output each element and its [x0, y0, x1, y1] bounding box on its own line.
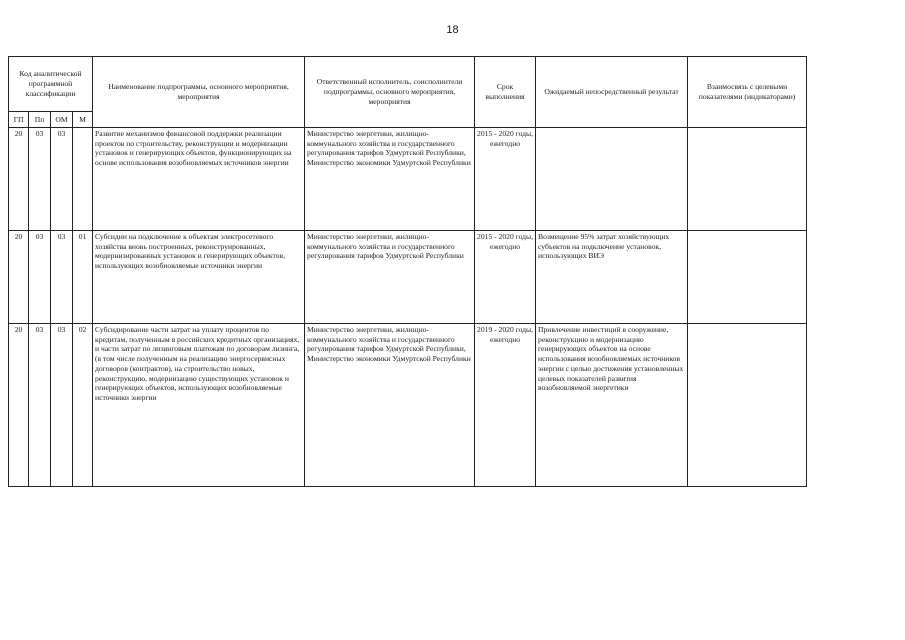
- result-cell: Привлечение инвестиций в сооружение, реконструкцию и модернизацию генерирующих объектов на основе использования возобновляемых источников энергии с целью достижения установленных целевых показателей развития возобновляемой энергетики: [536, 324, 688, 487]
- code-gp-cell: 20: [9, 231, 29, 324]
- responsible-cell: Министерство энергетики, жилищно-коммунального хозяйства и государственного регулирования тарифов Удмуртской Республики: [305, 231, 475, 324]
- header-result: Ожидаемый непосредственный результат: [536, 57, 688, 128]
- code-m-cell: 01: [73, 231, 93, 324]
- code-om-cell: 03: [51, 231, 73, 324]
- table-row: [9, 128, 807, 231]
- result-cell: [536, 128, 688, 231]
- code-gp-cell: 20: [9, 128, 29, 231]
- activity-name-cell: Субсидирование части затрат на уплату процентов по кредитам, полученным в российских кредитных организациях, и части затрат по лизинговым платежам по договорам лизинга, (в том числе полученным на реализацию энергосервисных договоров (контрактов), на строительство новых, реконструкцию, модернизацию существующих установок и генерирующих объектов, использующих возобновляемые источники энергии: [93, 324, 305, 487]
- code-pp-cell: 03: [29, 128, 51, 231]
- table-row: [9, 324, 807, 487]
- indicator-link-cell: [688, 231, 807, 324]
- header-responsible: Ответственный исполнитель, соисполнители подпрограммы, основного мероприятия, мероприятия: [305, 57, 475, 128]
- code-gp-cell: 20: [9, 324, 29, 487]
- code-pp-cell: 03: [29, 231, 51, 324]
- header-link: Взаимосвязь с целевыми показателями (индикаторами): [688, 57, 807, 128]
- header-code-om: ОМ: [51, 112, 73, 128]
- result-cell: Возмещение 95% затрат хозяйствующих субъектов на подключение установок, использующих ВИЭ: [536, 231, 688, 324]
- header-code-gp: ГП: [9, 112, 29, 128]
- code-om-cell: 03: [51, 128, 73, 231]
- header-code-pp: Пп: [29, 112, 51, 128]
- header-term: Срок выполнения: [475, 57, 536, 128]
- responsible-cell: Министерство энергетики, жилищно-коммунального хозяйства и государственного регулирования тарифов Удмуртской Республики, Министерство экономики Удмуртской Республики: [305, 324, 475, 487]
- term-cell: 2019 - 2020 годы, ежегодно: [475, 324, 536, 487]
- term-cell: 2015 - 2020 годы, ежегодно: [475, 128, 536, 231]
- page-number: 18: [446, 24, 459, 36]
- activity-name-cell: Развитие механизмов финансовой поддержки реализации проектов по строительству, реконструкции и модернизации установок и генерирующих объектов, функционирующих на основе использования возобновляемых источников энергии: [93, 128, 305, 231]
- code-om-cell: 03: [51, 324, 73, 487]
- code-m-cell: 02: [73, 324, 93, 487]
- indicator-link-cell: [688, 128, 807, 231]
- term-cell: 2015 - 2020 годы, ежегодно: [475, 231, 536, 324]
- indicator-link-cell: [688, 324, 807, 487]
- code-m-cell: [73, 128, 93, 231]
- table-row: [9, 231, 807, 324]
- header-code-group: Код аналитической программной классификации: [9, 57, 93, 112]
- code-pp-cell: 03: [29, 324, 51, 487]
- header-code-m: М: [73, 112, 93, 128]
- program-activities-table: [8, 56, 807, 487]
- header-name: Наименование подпрограммы, основного мероприятия, мероприятия: [93, 57, 305, 128]
- responsible-cell: Министерство энергетики, жилищно-коммунального хозяйства и государственного регулирования тарифов Удмуртской Республики, Министерство экономики Удмуртской Республики: [305, 128, 475, 231]
- activity-name-cell: Субсидии на подключение к объектам электросетевого хозяйства вновь построенных, реконструированных, модернизированных установок и генерирующих объектов, использующих возобновляемые источники энергии: [93, 231, 305, 324]
